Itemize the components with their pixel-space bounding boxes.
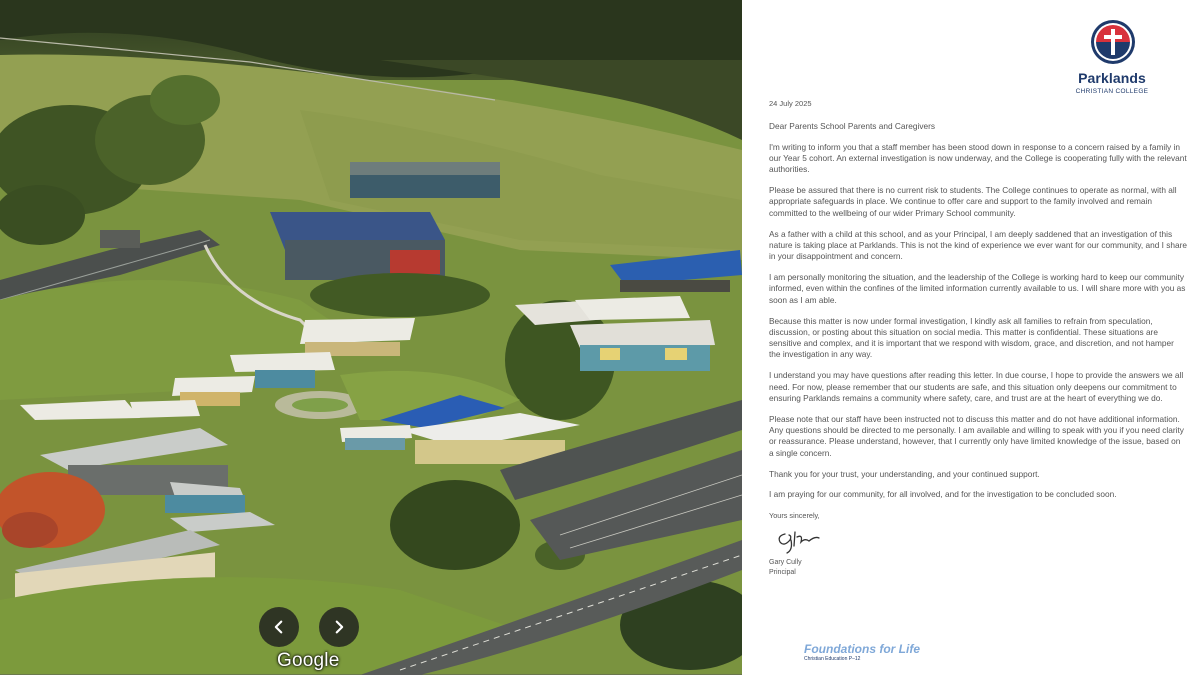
next-image-button[interactable] (319, 607, 359, 647)
signer-role: Principal (769, 568, 796, 576)
letter-date: 24 July 2025 (769, 99, 812, 108)
school-letter (742, 0, 1200, 675)
google-watermark: Google (277, 650, 340, 671)
chevron-left-icon (270, 618, 288, 636)
college-crest-icon (1089, 18, 1137, 66)
paragraph: I'm writing to inform you that a staff member has been stood down in response to a concern raised by a family in our Year 5 cohort. An external investigation is now underway, and the College is cooperating fully with the relevant authorities. (769, 141, 1187, 175)
paragraph: I understand you may have questions after reading this letter. In due course, I hope to provide the answers we all need. For now, please remember that our students are safe, and this situation only deepens our commitment to ensuring Parklands remains a community where safety, care, and trust are at the heart of everything we do. (769, 370, 1184, 403)
signer-name: Gary Cully (769, 558, 802, 566)
previous-image-button[interactable] (259, 607, 299, 647)
college-name: Parklands (1078, 70, 1146, 86)
paragraph: Please note that our staff have been instructed not to discuss this matter and do not have additional information. Any questions should be directed to me personally. I am available and willing to speak with you if you need clarity or reassurance. Please understand, however, that I currently only have limited knowledge of the issue, based on a single concern. (769, 413, 1184, 458)
footer-tagline-subtitle: Christian Education P–12 (804, 656, 861, 662)
salutation: Dear Parents School Parents and Caregivers (769, 121, 936, 132)
chevron-right-icon (330, 618, 348, 636)
paragraph: Please be assured that there is no current risk to students. The College continues to operate as normal, with all appropriate safeguards in place. We continue to offer care and support to the family involved and remain committed to the wellbeing of our wider Primary School community. (769, 185, 1177, 218)
handwritten-signature (775, 526, 827, 556)
footer-tagline-logo: Foundations for Life (804, 642, 920, 656)
paragraph: Because this matter is now under formal investigation, I kindly ask all families to refrain from speculation, discussion, or posting about this situation on social media. This matter is confidential. These situations are sensitive and complex, and it is important that we respond with wisdom, grace, and discretion, and not hamper the investigation in any way. (769, 315, 1174, 360)
signoff: Yours sincerely, (769, 511, 820, 521)
paragraph: Thank you for your trust, your understanding, and your continued support. (769, 468, 1040, 479)
college-subtitle: CHRISTIAN COLLEGE (1075, 88, 1149, 95)
paragraph: As a father with a child at this school, and as your Principal, I am deeply saddened that an investigation of this nature is taking place at Parklands. This is not the kind of experience we ever want for our community, and I share in your disappointment and concern. (769, 228, 1187, 262)
paragraph: I am praying for our community, for all involved, and for the investigation to be concluded soon. (769, 489, 1117, 500)
paragraph: I am personally monitoring the situation, and the leadership of the College is working hard to keep our community informed, even within the confines of the limited information currently available to us. I will share more with you as soon as I am able. (769, 272, 1186, 305)
letter-body (769, 98, 1187, 578)
